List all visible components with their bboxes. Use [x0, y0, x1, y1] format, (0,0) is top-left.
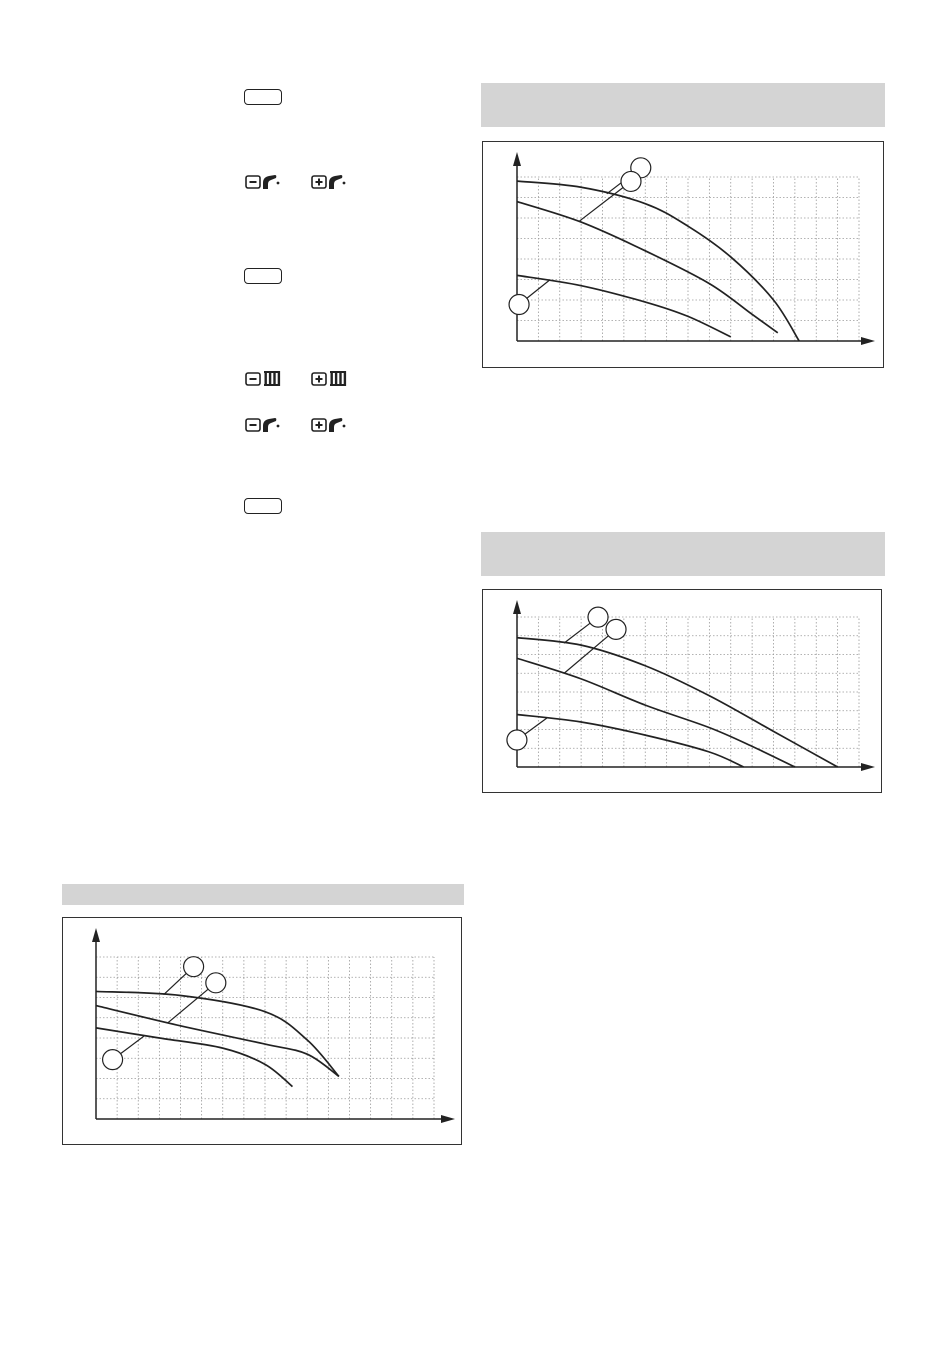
series-curve-2 [517, 658, 795, 767]
display-key-icon [244, 89, 282, 105]
series-curve-3 [96, 1028, 292, 1087]
pump-curve-chart-2 [482, 589, 882, 793]
minus-tap-icon [245, 414, 289, 436]
pump-curve-chart-1-svg [483, 142, 885, 369]
callout-leader-2 [579, 188, 623, 222]
pump-curve-chart-3-svg [63, 918, 463, 1146]
y-axis-arrow-icon [92, 928, 100, 942]
section-banner-3 [62, 884, 464, 905]
callout-circle-3 [509, 295, 529, 315]
series-curve-2 [517, 202, 778, 333]
pump-curve-chart-1 [482, 141, 884, 368]
callout-circle-2 [206, 973, 226, 993]
series-curve-1 [517, 638, 838, 767]
radiator-minus-plus-keys [245, 368, 365, 390]
x-axis-arrow-icon [861, 337, 875, 345]
callout-leader-1 [164, 973, 187, 994]
display-key-icon [244, 498, 282, 514]
pump-curve-chart-2-svg [483, 590, 883, 794]
callout-leader-3 [525, 718, 547, 734]
plus-tap-icon [311, 414, 355, 436]
callout-circle-2 [621, 171, 641, 191]
tap-minus-plus-keys [245, 414, 365, 436]
callout-circle-1 [184, 957, 204, 977]
callout-leader-3 [527, 281, 549, 299]
pump-curve-chart-3 [62, 917, 462, 1145]
plus-tap-icon [311, 171, 355, 193]
x-axis-arrow-icon [441, 1115, 455, 1123]
section-banner-1 [481, 83, 885, 127]
callout-circle-2 [606, 619, 626, 639]
y-axis-arrow-icon [513, 600, 521, 614]
x-axis-arrow-icon [861, 763, 875, 771]
minus-tap-icon [245, 171, 289, 193]
callout-leader-1 [564, 623, 590, 643]
tap-minus-plus-keys [245, 171, 365, 193]
display-key-icon [244, 268, 282, 284]
minus-radiator-icon [245, 368, 289, 390]
callout-circle-1 [588, 607, 608, 627]
series-curve-2 [96, 1006, 339, 1077]
callout-circle-3 [103, 1050, 123, 1070]
y-axis-arrow-icon [513, 152, 521, 166]
callout-circle-3 [507, 730, 527, 750]
chart-grid [96, 957, 434, 1119]
plus-radiator-icon [311, 368, 355, 390]
section-banner-2 [481, 532, 885, 576]
